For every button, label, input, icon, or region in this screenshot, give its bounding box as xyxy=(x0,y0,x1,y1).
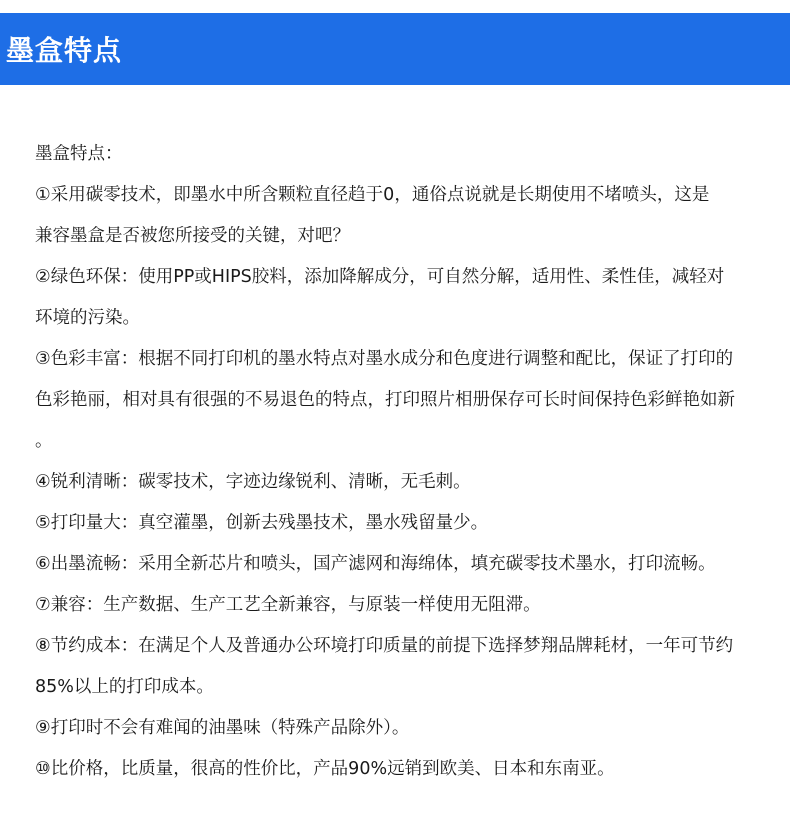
feature-line: ⑨打印时不会有难闻的油墨味（特殊产品除外）。 xyxy=(35,718,410,738)
feature-line: ⑩比价格，比质量，很高的性价比，产品90%远销到欧美、日本和东南亚。 xyxy=(35,759,615,779)
feature-line: ⑦兼容：生产数据、生产工艺全新兼容，与原装一样使用无阻滞。 xyxy=(35,595,541,615)
feature-line: 兼容墨盒是否被您所接受的关键，对吧？ xyxy=(35,226,350,246)
section-heading: 墨盒特点： xyxy=(35,144,123,164)
feature-line: ③色彩丰富：根据不同打印机的墨水特点对墨水成分和色度进行调整和配比，保证了打印的 xyxy=(35,349,734,369)
feature-line: ④锐利清晰：碳零技术，字迹边缘锐利、清晰，无毛刺。 xyxy=(35,472,471,492)
header-banner xyxy=(0,13,790,85)
feature-line: ⑥出墨流畅：采用全新芯片和喷头，国产滤网和海绵体，填充碳零技术墨水，打印流畅。 xyxy=(35,554,716,574)
feature-description xyxy=(35,134,790,790)
feature-line: ⑤打印量大：真空灌墨，创新去残墨技术，墨水残留量少。 xyxy=(35,513,489,533)
feature-line: ②绿色环保：使用PP或HIPS胶料，添加降解成分，可自然分解，适用性、柔性佳，减轻对 xyxy=(35,267,725,287)
feature-line: ⑧节约成本：在满足个人及普通办公环境打印质量的前提下选择梦翔品牌耗材，一年可节约 xyxy=(35,636,734,656)
feature-line: 85%以上的打印成本。 xyxy=(35,677,214,697)
feature-line: 色彩艳丽，相对具有很强的不易退色的特点，打印照片相册保存可长时间保持色彩鲜艳如新 xyxy=(35,390,735,410)
page-title: 墨盒特点 xyxy=(6,34,123,67)
feature-line: 环境的污染。 xyxy=(35,308,140,328)
feature-line: ①采用碳零技术，即墨水中所含颗粒直径趋于0，通俗点说就是长期使用不堵喷头，这是 xyxy=(35,185,710,205)
feature-line: 。 xyxy=(35,431,53,451)
